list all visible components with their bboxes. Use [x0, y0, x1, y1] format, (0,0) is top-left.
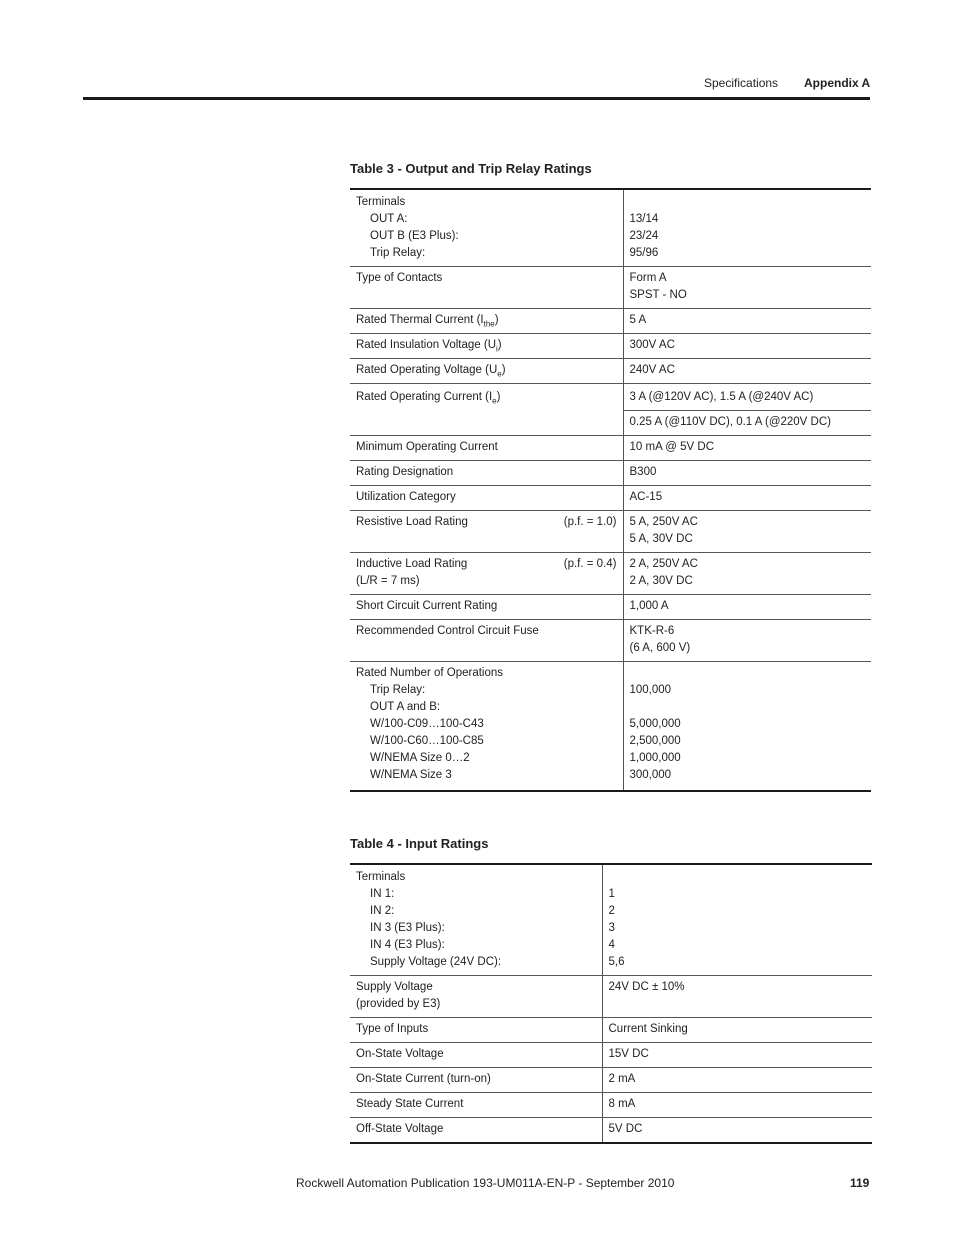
table-row: Utilization Category AC-15 [350, 486, 871, 511]
table-row [350, 189, 871, 267]
table-row: Short Circuit Current Rating 1,000 A [350, 595, 871, 620]
page-number: 119 [850, 1176, 870, 1190]
table-row: On-State Current (turn-on) 2 mA [350, 1068, 872, 1093]
header-rule [83, 97, 870, 100]
table-row: Minimum Operating Current 10 mA @ 5V DC [350, 436, 871, 461]
table-row: Type of Inputs Current Sinking [350, 1018, 872, 1043]
table-row: (p.f. = 0.4) Inductive Load Rating (L/R = 7 ms) 2 A, 250V AC 2 A, 30V DC [350, 553, 871, 595]
table-row: On-State Voltage 15V DC [350, 1043, 872, 1068]
table-cell: 13/14 23/24 95/96 [623, 189, 871, 267]
table-row: (p.f. = 1.0) Resistive Load Rating 5 A, 250V AC 5 A, 30V DC [350, 511, 871, 553]
table-row: 0.25 A (@110V DC), 0.1 A (@220V DC) [350, 411, 871, 436]
table-row: Rated Number of Operations Trip Relay: OUT A and B: W/100-C09…100-C43 W/100-C60…100-C85 W/NEMA Size 0…2 W/NEMA Size 3 100,000 5,000,000 2,500,000 1,000,000 300,000 [350, 662, 871, 792]
table-row: Rated Insulation Voltage $(U_i)$ 300V AC [350, 334, 871, 359]
table3 [350, 188, 871, 792]
table-row: Off-State Voltage 5V DC [350, 1118, 872, 1144]
table-row: Type of Contacts Form A SPST - NO [350, 267, 871, 309]
table4-title: Table 4 - Input Ratings [350, 836, 489, 851]
table-row: Rating Designation B300 [350, 461, 871, 486]
table-row: Rated Thermal Current $(I_{the})$ 5 A [350, 309, 871, 334]
table-row: Rated Operating Current $(I_e)$ 3 A (@120V AC), 1.5 A (@240V AC) [350, 384, 871, 411]
footer-publication: Rockwell Automation Publication 193-UM011A-EN-P - September 2010 [296, 1176, 675, 1190]
table-cell: Terminals OUT A: OUT B (E3 Plus): Trip Relay: [350, 189, 623, 267]
table4 [350, 863, 872, 1144]
table-row: Supply Voltage (provided by E3) 24V DC ± 10% [350, 976, 872, 1018]
header-appendix: Appendix A [804, 76, 871, 90]
header-section: Specifications [704, 76, 779, 90]
table3-title: Table 3 - Output and Trip Relay Ratings [350, 161, 592, 176]
table-row: Terminals IN 1: IN 2: IN 3 (E3 Plus): IN 4 (E3 Plus): Supply Voltage (24V DC): 1 2 3 4 5,6 [350, 864, 872, 976]
table-row: Recommended Control Circuit Fuse KTK-R-6 (6 A, 600 V) [350, 620, 871, 662]
table-row: Steady State Current 8 mA [350, 1093, 872, 1118]
table-row: Rated Operating Voltage $(U_e)$ 240V AC [350, 359, 871, 384]
